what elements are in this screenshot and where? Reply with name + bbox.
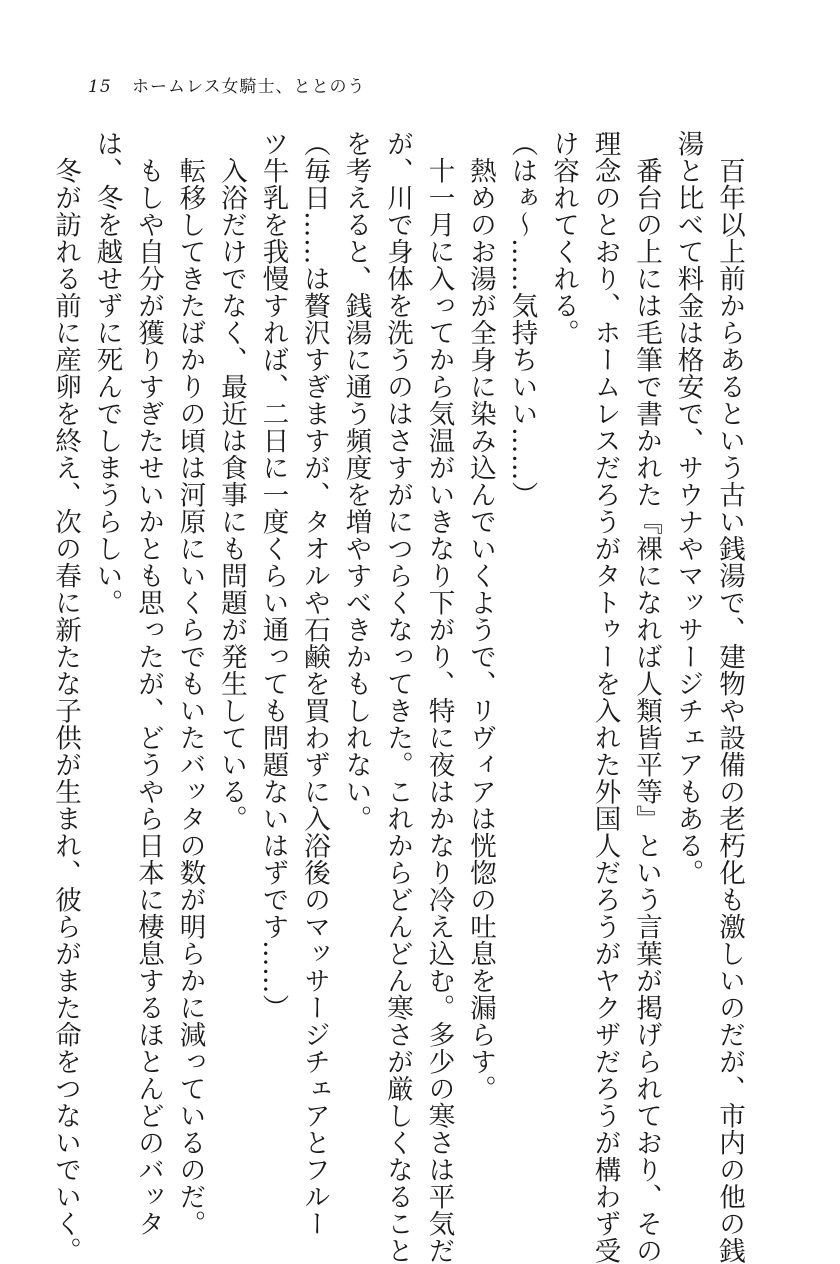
running-header — [88, 72, 366, 97]
text-line: 熱めのお湯が全身に染み込んでいくようで、リヴィアは恍惚の吐息を漏らす。 — [465, 130, 496, 1102]
text-line: 入浴だけでなく、最近は食事にも問題が発生している。 — [216, 130, 247, 832]
text-line: （はぁ〜……気持ちいい……） — [506, 130, 538, 508]
text-line: ツ牛乳を我慢すれば、二日に一度くらい通っても問題ないはずです……） — [257, 130, 289, 1021]
text-line: け容れてくれる。 — [548, 130, 579, 346]
text-line: 番台の上には毛筆で書かれた『裸になれば人類皆平等』という言葉が掲げられており、その — [631, 130, 662, 1264]
text-line: 十一月に入ってから気温がいきなり下がり、特に夜はかなり冷え込む。多少の寒さは平気だ — [423, 130, 455, 1264]
text-line: 冬が訪れる前に産卵を終え、次の春に新たな子供が生まれ、彼らがまた命をつないでいく。 — [50, 130, 81, 1264]
page-number: 15 — [88, 77, 112, 97]
text-line: （毎日……は贅沢すぎますが、タオルや石鹸を買わずに入浴後のマッサージチェアとフルー — [299, 130, 330, 1237]
text-line: 百年以上前からあるという古い銭湯で、建物や設備の老朽化も激しいのだが、市内の他の銭 — [714, 130, 745, 1264]
text-line: が、川で身体を洗うのはさすがにつらくなってきた。これからどんどん寒さが厳しくなること — [382, 130, 413, 1264]
text-line: は、冬を越せずに死んでしまうらしい。 — [91, 130, 123, 616]
text-line: 理念のとおり、ホームレスだろうがタトゥーを入れた外国人だろうがヤクザだろうが構わず受 — [589, 130, 621, 1264]
body-text — [45, 130, 751, 1264]
text-line: を考えると、銭湯に通う頻度を増やすべきかもしれない。 — [340, 130, 372, 832]
text-line: もしや自分が獲りすぎたせいかとも思ったが、どうやら日本に棲息するほとんどのバッタ — [133, 130, 164, 1237]
text-line: 湯と比べて料金は格安で、サウナやマッサージチェアもある。 — [672, 130, 704, 886]
running-title: ホームレス女騎士、ととのう — [132, 77, 366, 97]
text-line: 転移してきたばかりの頃は河原にいくらでもいたバッタの数が明らかに減っているのだ。 — [174, 130, 206, 1237]
